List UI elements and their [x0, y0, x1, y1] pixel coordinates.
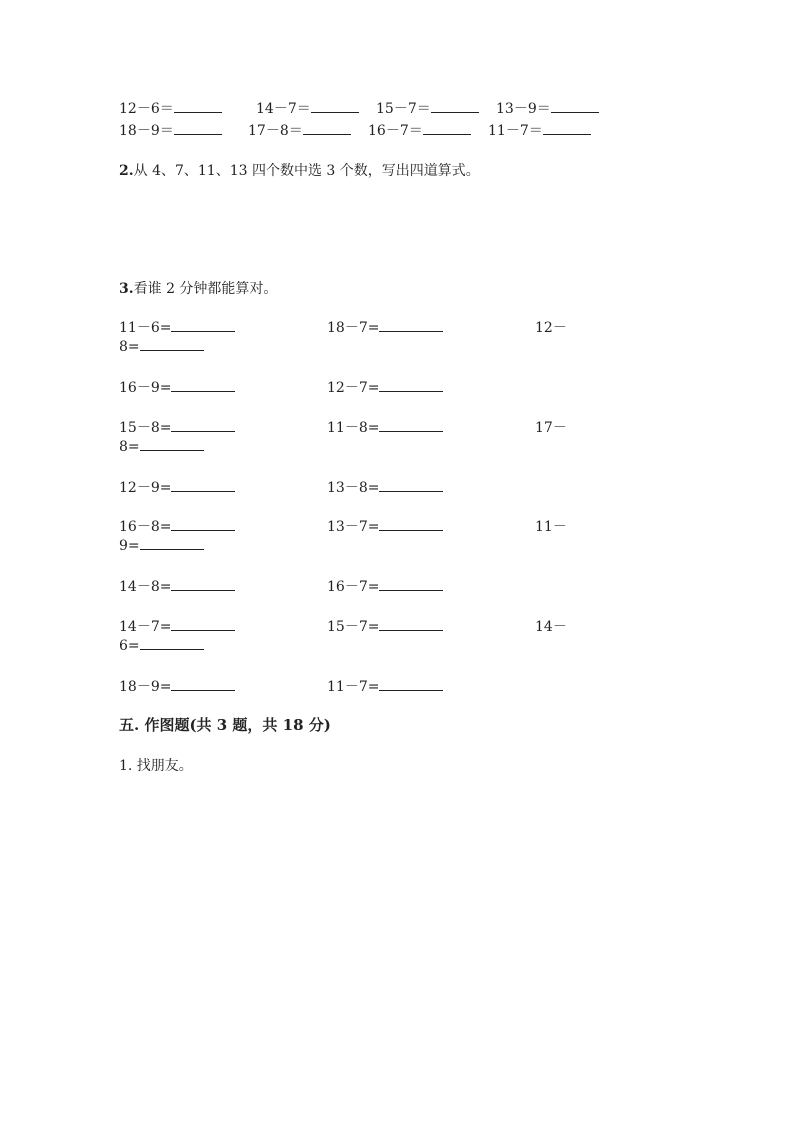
top-row-1 — [496, 98, 599, 118]
top-row-1 — [256, 98, 359, 118]
grid-cell — [119, 477, 235, 497]
equation: 14－7= — [119, 619, 172, 635]
answer-blank[interactable] — [379, 618, 443, 631]
equation: 12－7= — [327, 380, 380, 396]
answer-blank[interactable] — [140, 637, 204, 650]
answer-blank[interactable] — [171, 419, 235, 432]
grid-cell-wrap — [119, 637, 204, 654]
top-row-2 — [119, 120, 222, 140]
answer-blank[interactable] — [431, 100, 479, 113]
grid-cell — [535, 616, 567, 636]
grid-cell — [327, 576, 443, 596]
grid-cell — [119, 616, 235, 636]
grid-cell — [327, 417, 443, 437]
top-row-2 — [488, 120, 591, 140]
answer-blank[interactable] — [311, 100, 359, 113]
grid-cell — [535, 317, 567, 337]
grid-cell — [535, 516, 567, 536]
equation: 11－ — [535, 519, 567, 535]
grid-cell — [327, 516, 443, 536]
top-row-1 — [376, 98, 479, 118]
answer-blank[interactable] — [379, 518, 443, 531]
equation: 12－9= — [119, 480, 172, 496]
question-text: 从 4、7、11、13 四个数中选 3 个数，写出四道算式。 — [133, 163, 480, 179]
answer-blank[interactable] — [551, 100, 599, 113]
answer-blank[interactable] — [379, 319, 443, 332]
equation: 18－9= — [119, 679, 172, 695]
equation: 13－9＝ — [496, 101, 551, 117]
answer-blank[interactable] — [543, 122, 591, 135]
grid-cell — [119, 417, 235, 437]
question-number: 2. — [119, 163, 134, 179]
answer-blank[interactable] — [171, 379, 235, 392]
equation: 11－8= — [327, 420, 380, 436]
equation: 17－8＝ — [248, 123, 303, 139]
grid-cell-wrap — [119, 338, 204, 355]
equation: 17－ — [535, 420, 567, 436]
answer-blank[interactable] — [171, 618, 235, 631]
equation: 14－8= — [119, 579, 172, 595]
question-number: 3. — [119, 281, 134, 297]
equation: 16－9= — [119, 380, 172, 396]
answer-blank[interactable] — [171, 678, 235, 691]
answer-blank[interactable] — [171, 479, 235, 492]
equation: 15－7= — [327, 619, 380, 635]
answer-blank[interactable] — [174, 100, 222, 113]
answer-blank[interactable] — [174, 122, 222, 135]
question-3 — [119, 278, 277, 298]
question-2 — [119, 160, 480, 180]
equation: 16－7= — [327, 579, 380, 595]
equation: 12－ — [535, 320, 567, 336]
answer-blank[interactable] — [423, 122, 471, 135]
equation: 11－7＝ — [488, 123, 543, 139]
grid-cell — [535, 417, 567, 437]
equation: 14－ — [535, 619, 567, 635]
answer-blank[interactable] — [171, 319, 235, 332]
equation: 11－7= — [327, 679, 380, 695]
equation: 15－7＝ — [376, 101, 431, 117]
question-text: 看谁 2 分钟都能算对。 — [133, 281, 278, 297]
answer-blank[interactable] — [171, 518, 235, 531]
grid-cell — [119, 516, 235, 536]
grid-cell — [327, 616, 443, 636]
grid-cell-wrap — [119, 537, 204, 554]
answer-blank[interactable] — [140, 537, 204, 550]
equation: 14－7＝ — [256, 101, 311, 117]
equation: 18－7= — [327, 320, 380, 336]
grid-cell-wrap — [119, 438, 204, 455]
answer-blank[interactable] — [140, 438, 204, 451]
grid-cell — [327, 317, 443, 337]
equation: 13－8= — [327, 480, 380, 496]
question-5-1: 1. 找朋友。 — [119, 758, 193, 774]
equation: 6= — [119, 638, 140, 654]
equation: 11－6= — [119, 320, 172, 336]
grid-cell — [327, 676, 443, 696]
grid-cell — [327, 377, 443, 397]
top-row-2 — [368, 120, 471, 140]
equation: 16－8= — [119, 519, 172, 535]
answer-blank[interactable] — [171, 578, 235, 591]
answer-blank[interactable] — [379, 379, 443, 392]
equation: 18－9＝ — [119, 123, 174, 139]
grid-cell — [119, 676, 235, 696]
grid-cell — [119, 576, 235, 596]
equation: 12－6＝ — [119, 101, 174, 117]
top-row-1 — [119, 98, 222, 118]
answer-blank[interactable] — [379, 578, 443, 591]
grid-cell — [119, 317, 235, 337]
answer-blank[interactable] — [379, 479, 443, 492]
answer-blank[interactable] — [379, 678, 443, 691]
equation: 8= — [119, 339, 140, 355]
equation: 13－7= — [327, 519, 380, 535]
equation: 8= — [119, 439, 140, 455]
top-row-2 — [248, 120, 351, 140]
equation: 9= — [119, 538, 140, 554]
answer-blank[interactable] — [303, 122, 351, 135]
answer-blank[interactable] — [140, 338, 204, 351]
section-heading: 五. 作图题(共 3 题，共 18 分) — [119, 716, 331, 734]
answer-blank[interactable] — [379, 419, 443, 432]
grid-cell — [119, 377, 235, 397]
equation: 16－7＝ — [368, 123, 423, 139]
grid-cell — [327, 477, 443, 497]
equation: 15－8= — [119, 420, 172, 436]
